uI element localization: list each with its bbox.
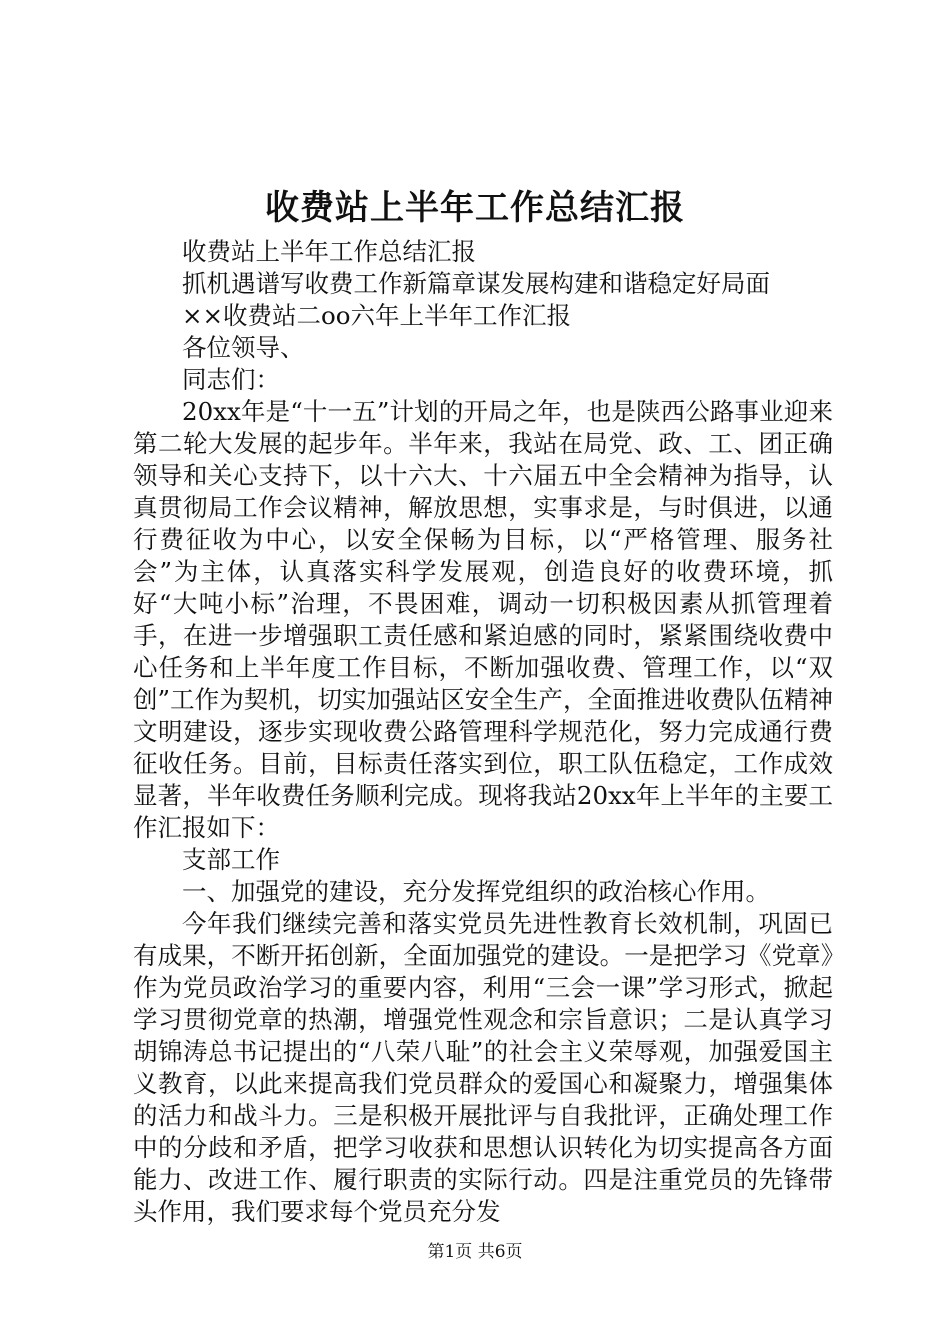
- page-number-footer: 第1页 共6页: [427, 1242, 523, 1262]
- paragraph-subtitle: 收费站上半年工作总结汇报: [182, 237, 476, 266]
- document-title: 收费站上半年工作总结汇报: [265, 188, 685, 228]
- paragraph-salutation-comrades: 同志们：: [182, 365, 280, 394]
- paragraph-introduction: 20xx年是“十一五”计划的开局之年，也是陕西公路事业迎来第二轮大发展的起步年。半年来，我站在局党、政、工、团正确领导和关心支持下，以十六大、十六届五中全会精神为指导，认真贯彻局工作会议精神，解放思想，实事求是，与时俱进，以通行费征收为中心，以安全保畅为目标，以“严格管理、服务社会”为主体，认真落实科学发展观，创造良好的收费环境，抓好“大吨小标”治理，不畏困难，调动一切积极因素从抓管理着手，在进一步增强职工责任感和紧迫感的同时，紧紧围绕收费中心任务和上半年度工作目标，不断加强收费、管理工作，以“双创”工作为契机，切实加强站区安全生产，全面推进收费队伍精神文明建设，逐步实现收费公路管理科学规范化，努力完成通行费征收任务。目前，目标责任落实到位，职工队伍稳定，工作成效显著，半年收费任务顺利完成。现将我站20xx年上半年的主要工作汇报如下：: [133, 397, 833, 842]
- paragraph-section-heading: 支部工作: [182, 845, 280, 874]
- paragraph-theme: 抓机遇谱写收费工作新篇章谋发展构建和谐稳定好局面: [182, 269, 770, 298]
- paragraph-salutation-leaders: 各位领导、: [182, 333, 305, 362]
- paragraph-report-heading: ××收费站二oo六年上半年工作汇报: [182, 301, 572, 330]
- paragraph-party-building: 今年我们继续完善和落实党员先进性教育长效机制，巩固已有成果，不断开拓创新，全面加强党的建设。一是把学习《党章》作为党员政治学习的重要内容，利用“三会一课”学习形式，掀起学习贯彻党章的热潮，增强党性观念和宗旨意识；二是认真学习胡锦涛总书记提出的“八荣八耻”的社会主义荣辱观，加强爱国主义教育，以此来提高我们党员群众的爱国心和凝聚力，增强集体的活力和战斗力。三是积极开展批评与自我批评，正确处理工作中的分歧和矛盾，把学习收获和思想认识转化为切实提高各方面能力、改进工作、履行职责的实际行动。四是注重党员的先锋带头作用，我们要求每个党员充分发: [133, 909, 833, 1226]
- paragraph-subsection-heading: 一、加强党的建设，充分发挥党组织的政治核心作用。: [182, 877, 770, 906]
- document-body: [133, 236, 833, 1228]
